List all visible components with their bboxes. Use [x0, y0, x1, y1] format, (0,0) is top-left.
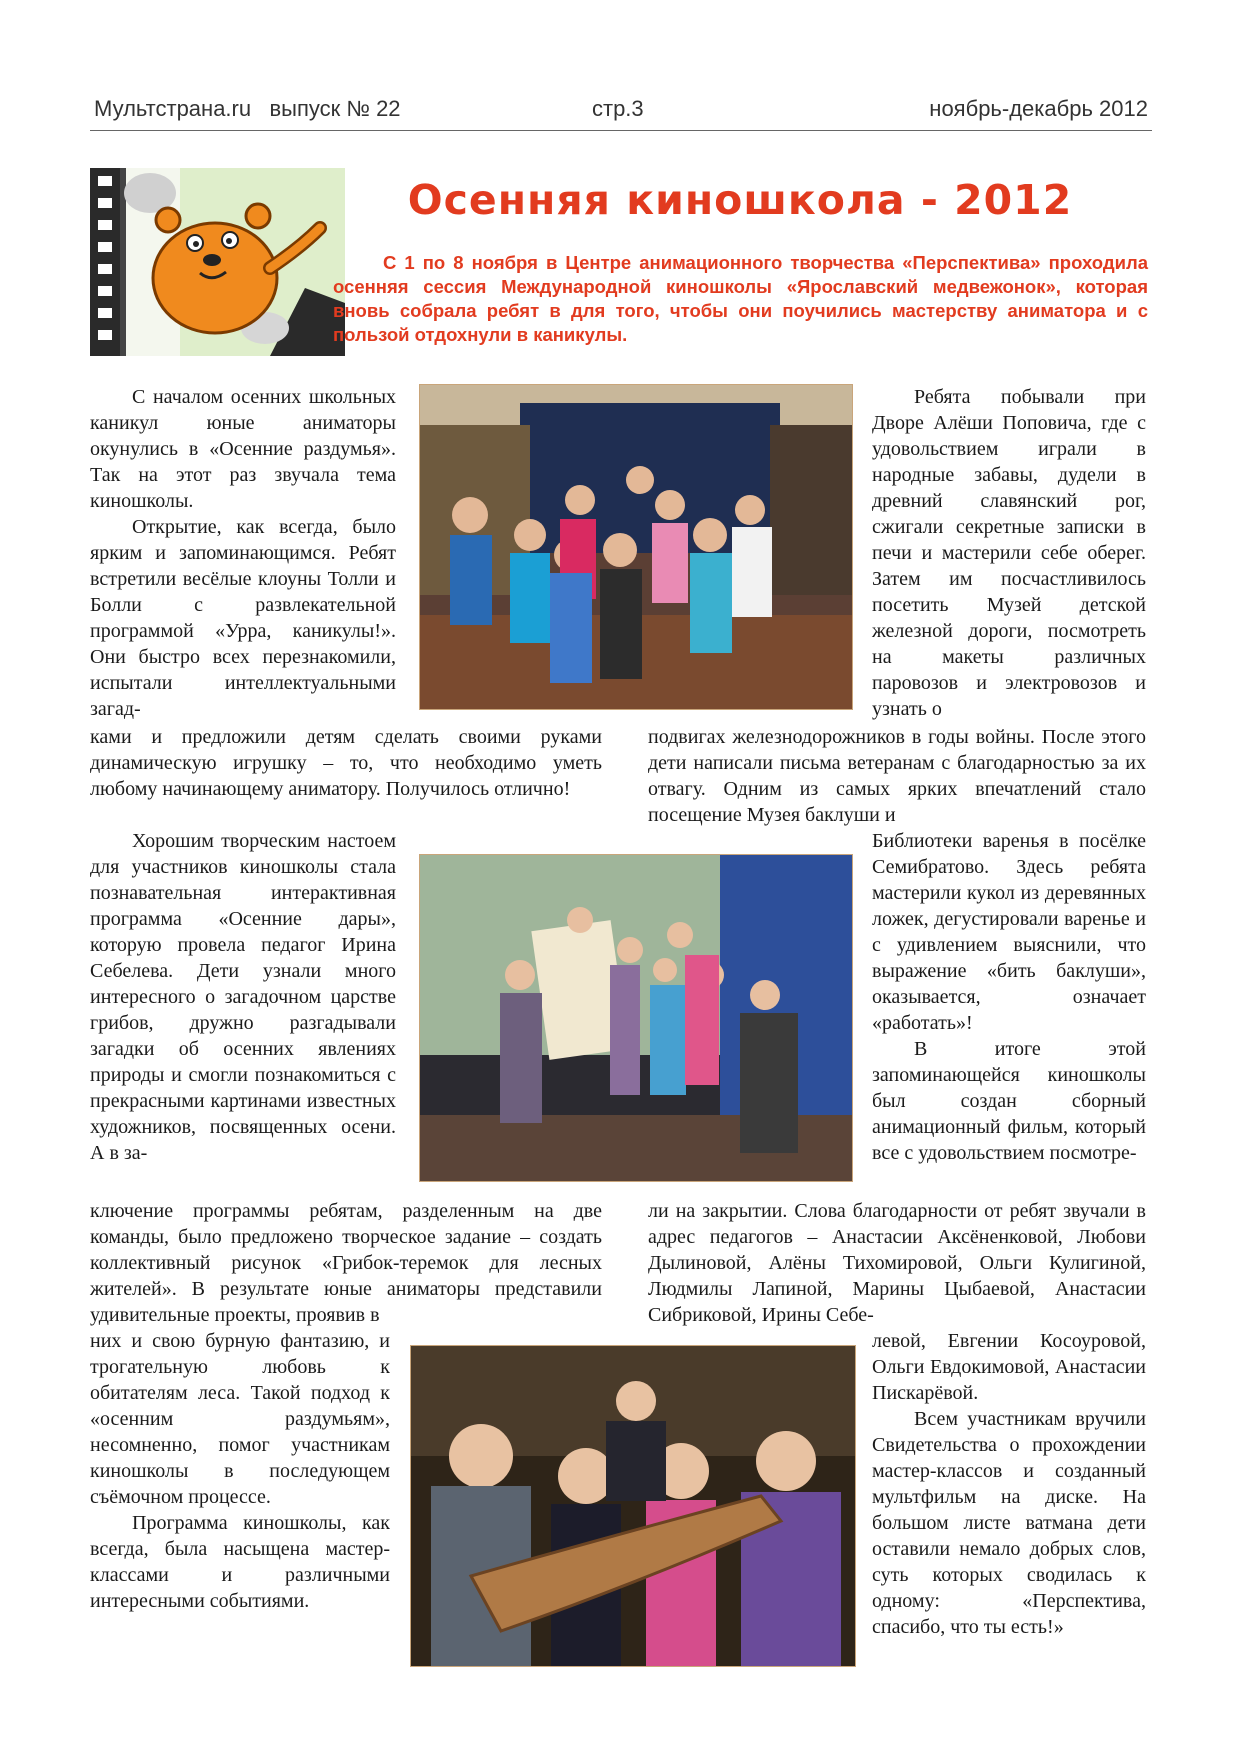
- left-column-wide: [90, 724, 602, 802]
- right-column-middle: [872, 828, 1146, 1166]
- header-page-number: стр.3: [592, 96, 644, 121]
- paragraph: ли на закрытии. Слова благодарности от ребят звучали в адрес педагогов – Анастасии Аксёненковой, Любови Дылиновой, Алёны Тихомировой, Ольги Кулигиной, Людмилы Лапиной, Марины Цыбаевой, Анастасии Сибриковой, Ирины Себе-: [648, 1200, 1146, 1326]
- paragraph: них и свою бурную фантазию, и трогательную любовь к обитателям леса. Такой подход к «осенним раздумьям», несомненно, помог участникам киношколы в последующем съёмочном процессе.: [90, 1330, 390, 1508]
- paragraph: ками и предложили детям сделать своими руками динамическую игрушку – то, что необходимо уметь любому начинающему аниматору. Получилось отлично!: [90, 726, 602, 800]
- paragraph: С началом осенних школьных каникул юные аниматоры окунулись в «Осенние раздумья». Так на этот раз звучала тема киношколы.: [90, 386, 396, 512]
- paragraph: подвигах железнодорожников в годы войны. После этого дети написали письма ветеранам с благодарностью за их отвагу. Одним из самых ярких впечатлений стало посещение Музея баклуши и: [648, 726, 1146, 826]
- left-column-middle: [90, 828, 396, 1166]
- paragraph: Хорошим творческим настоем для участников киношколы стала познавательная интерактивная программа «Осенние дары», которую провела педагог Ирина Себелева. Дети узнали много интересного о загадочном царстве грибов, дружно разгадывали загадки об осенних явлениях природы и смогли познакомиться с прекрасными картинами известных художников, посвященных осени. А в за-: [90, 830, 396, 1164]
- article-lead: С 1 по 8 ноября в Центре анимационного творчества «Перспектива» проходила осенняя сессия Международной киношколы «Ярославский медвежонок», которая вновь собрала ребят в для того, чтобы они поучились мастерству аниматора и с пользой отдохнули в каникулы.: [333, 252, 1148, 345]
- paragraph: Открытие, как всегда, было ярким и запоминающимся. Ребят встретили весёлые клоуны Толли и Болли с развлекательной программой «Урра, каникулы!». Они быстро всех перезнакомили, испытали интеллектуальными загад-: [90, 516, 396, 720]
- right-column-top: [872, 384, 1146, 722]
- right-column-wide-2: [648, 1198, 1146, 1328]
- photo-children-drawing: [419, 854, 853, 1182]
- paragraph: Всем участникам вручили Свидетельства о прохождении мастер-классов и созданный мультфильм на диске. На большом листе ватмана дети оставили немало добрых слов, суть которых сводилась к одному: «Перспектива, спасибо, что ты есть!»: [872, 1408, 1146, 1638]
- paragraph: ключение программы ребятам, разделенным на две команды, было предложено творческое задание – создать коллективный рисунок «Грибок-теремок для лесных жителей». В результате юные аниматоры представили удивительные проекты, проявив в: [90, 1200, 602, 1326]
- paragraph: Программа киношколы, как всегда, была насыщена мастер-классами и различными интересными событиями.: [90, 1512, 390, 1612]
- header-date: ноябрь-декабрь 2012: [929, 96, 1148, 121]
- paragraph: Ребята побывали при Дворе Алёши Поповича, где с удовольствием играли в народные забавы, дудели в древний славянский рог, сжигали секретные записки в печи и мастерили себе оберег. Затем им посчастливилось посетить Музей детской железной дороги, посмотреть на макеты различных паровозов и электровозов и узнать о: [872, 386, 1146, 720]
- header-issue: выпуск № 22: [269, 96, 401, 121]
- left-column-wide-2: [90, 1198, 602, 1328]
- header-rule: [90, 130, 1152, 131]
- photo-children-horn: [410, 1345, 856, 1667]
- photo-children-stage: [419, 384, 853, 710]
- right-column-wide: [648, 724, 1146, 828]
- bear-logo-illustration: [90, 168, 345, 356]
- left-column-bottom: [90, 1328, 390, 1614]
- page-header: [90, 96, 1152, 130]
- header-site-issue: [94, 96, 401, 122]
- header-site: Мультстрана.ru: [94, 96, 252, 121]
- paragraph: левой, Евгении Косоуровой, Ольги Евдокимовой, Анастасии Пискарёвой.: [872, 1330, 1146, 1404]
- right-column-bottom: [872, 1328, 1146, 1640]
- paragraph: В итоге этой запоминающейся киношколы был создан сборный анимационный фильм, который все с удовольствием посмотре-: [872, 1038, 1146, 1164]
- article-title: Осенняя киношкола - 2012: [407, 176, 1073, 224]
- paragraph: Библиотеки варенья в посёлке Семибратово. Здесь ребята мастерили кукол из деревянных ложек, дегустировали варенье и с удивлением выяснили, что выражение «бить баклуши», оказывается, означает «работать»!: [872, 830, 1146, 1034]
- left-column-top: [90, 384, 396, 722]
